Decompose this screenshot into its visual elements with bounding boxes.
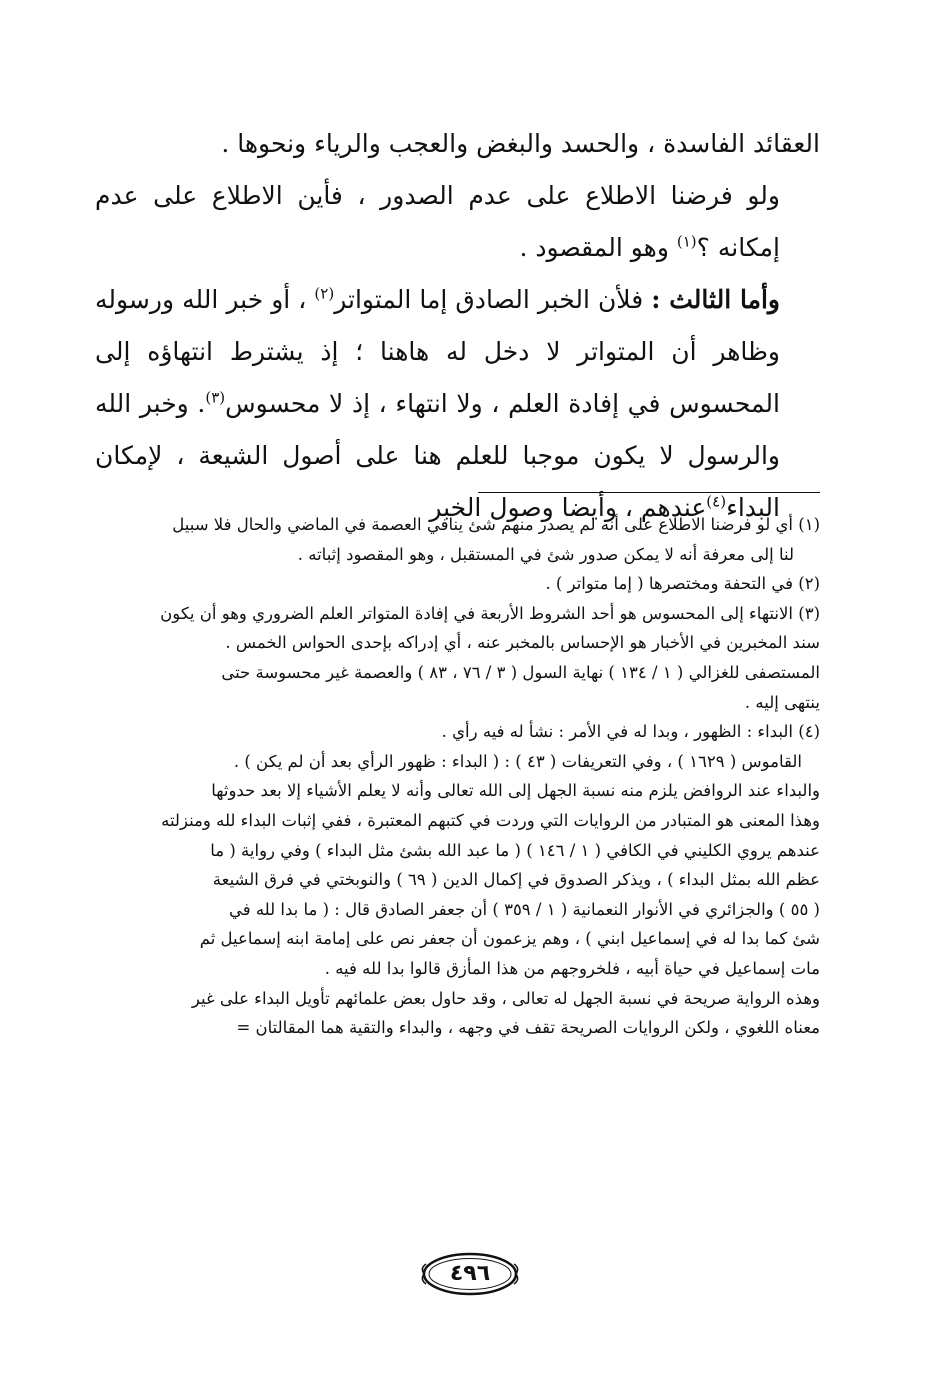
paragraph-2-tail: وهو المقصود . [519, 233, 677, 262]
paragraph-2 [95, 170, 820, 274]
footnote-3-line-2: سند المخبرين في الأخبار هو الإحساس بالمخبر عنه ، أي إدراكه بإحدى الحواس الخمس . [225, 633, 820, 653]
paragraph-2-text: ولو فرضنا الاطلاع على عدم الصدور ، فأين الاطلاع على عدم إمكانه ؟ [95, 181, 780, 262]
footnote-3-line-1: (٣) الانتهاء إلى المحسوس هو أحد الشروط الأربعة في إفادة المتواتر العلم الضروري وهو أن يكون [160, 603, 820, 623]
footnote-4-line-8: شئ كما بدا له في إسماعيل ابني ) ، وهم يزعمون أن جعفر نص على إمامة ابنه إسماعيل ثم [199, 929, 820, 949]
footnote-1-line-2: لنا إلى معرفة أنه لا يمكن صدور شئ في المستقبل ، وهو المقصود إثباته . [297, 544, 794, 564]
footnote-4-line-4: وهذا المعنى هو المتبادر من الروايات التي وردت في كتبهم المعتبرة ، ففي إثبات البداء لله ومنزلته [161, 810, 820, 830]
footnote-ref-1: (١) [676, 232, 697, 251]
footnotes [95, 510, 820, 1043]
footnote-4-line-11: معناه اللغوي ، ولكن الروايات الصريحة تقف في وجهه ، والبداء والتقية هما المقالتان = [236, 1018, 820, 1038]
footnote-3-line-4: ينتهى إليه . [744, 692, 820, 712]
footnote-4-line-7: ( ٥٥ ) والجزائري في الأنوار النعمانية ( ١ / ٣٥٩ ) أن جعفر الصادق قال : ( ما بدا لله في [228, 899, 820, 919]
footnote-4-line-1: (٤) البداء : الظهور ، وبدا له في الأمر : نشأ له فيه رأي . [441, 722, 820, 742]
footnote-2: (٢) في التحفة ومختصرها ( إما متواتر ) . [545, 574, 820, 594]
footnote-ref-2: (٢) [314, 284, 335, 303]
paragraph-3-part-a: فلأن الخبر الصادق إما المتواتر [334, 285, 652, 314]
footnote-3-line-3: المستصفى للغزالي ( ١ / ١٣٤ ) نهاية السول ( ٣ / ٧٦ ، ٨٣ ) والعصمة غير محسوسة حتى [221, 662, 820, 682]
footnote-4-line-5: عندهم يروي الكليني في الكافي ( ١ / ١٤٦ ) ( ما عبد الله بشئ مثل البداء ) وفي رواية ( ما [210, 840, 820, 860]
paragraph-3-part-b: ، أو خبر الله ورسوله وظاهر أن المتواتر لا دخل له هاهنا ؛ إذ يشترط انتهاؤه إلى المحسوس في إفادة العلم ، ولا انتهاء ، إذ لا محسوس [95, 285, 780, 418]
footnote-4-line-2: القاموس ( ١٦٢٩ ) ، وفي التعريفات ( ٤٣ ) : ( البداء : ظهور الرأي بعد أن لم يكن ) . [233, 751, 802, 771]
paragraph-3 [95, 274, 820, 534]
footnote-4-line-10: وهذه الرواية صريحة في نسبة الجهل له تعالى ، وقد حاول بعض علمائهم تأويل البداء على غير [191, 988, 820, 1008]
paragraph-3-part-d: عندهم ، وأيضا وصول الخبر [429, 493, 707, 522]
footnote-ref-4: (٤) [706, 492, 727, 511]
footnote-4-line-3: والبداء عند الروافض يلزم منه نسبة الجهل إلى الله تعالى وأنه لا يعلم الأشياء إلا بعد حدوثها [211, 781, 820, 801]
footnote-4-line-6: عظم الله بمثل البداء ) ، ويذكر الصدوق في إكمال الدين ( ٦٩ ) والنوبختي في فرق الشيعة [212, 870, 820, 890]
footnote-1-line-1: (١) أي لو فرضنا الاطلاع على أنه لم يصدر منهم شئ ينافي العصمة في الماضي والحال فلا سبيل [172, 515, 820, 534]
section-lead: وأما الثالث : [651, 285, 780, 314]
footnote-ref-3: (٣) [205, 388, 226, 407]
footnote-separator [478, 492, 820, 493]
paragraph-3-part-c: . وخبر الله والرسول لا يكون موجبا للعلم هنا على أصول الشيعة ، لإمكان البداء [95, 389, 780, 522]
page-number: ٤٩٦ [449, 1261, 491, 1286]
main-text [95, 118, 820, 534]
paragraph-1: العقائد الفاسدة ، والحسد والبغض والعجب والرياء ونحوها . [221, 129, 820, 158]
footnote-4-line-9: مات إسماعيل في حياة أبيه ، فلخروجهم من هذا المأزق قالوا بدا لله فيه . [324, 958, 820, 978]
page-number-ornament [420, 1250, 520, 1298]
